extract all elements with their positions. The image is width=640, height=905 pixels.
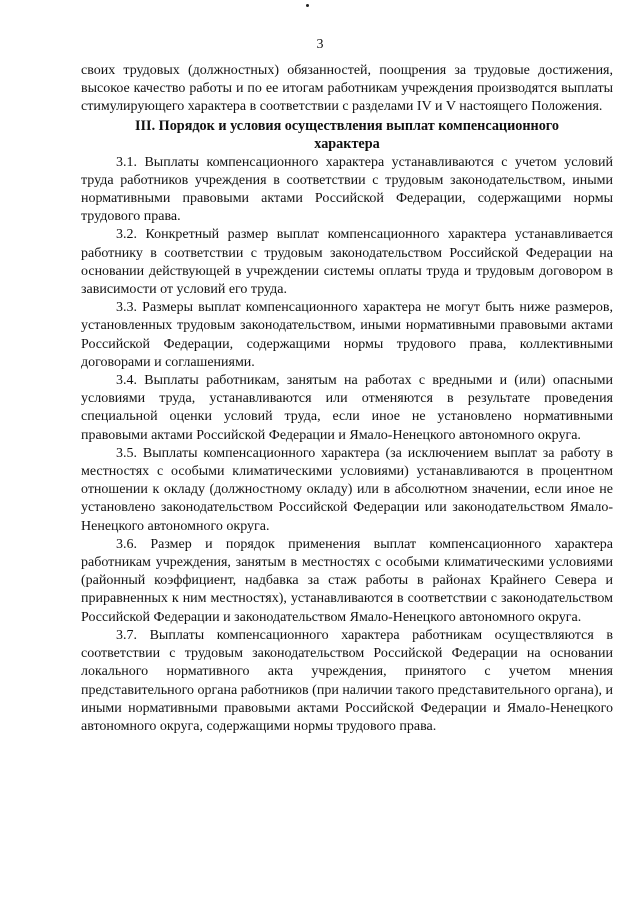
paragraph-3-2: 3.2. Конкретный размер выплат компенсационного характера устанавливается работнику в соответствии с трудовым законодательством Российской Федерации на основании действующей в учреждении системы оплаты труда и трудовым договором в зависимости от условий его труда. [81,227,613,298]
paragraph-3-3: 3.3. Размеры выплат компенсационного характера не могут быть ниже размеров, установленных трудовым законодательством, иными нормативными правовыми актами Российской Федерации, содержащими нормы трудового права, коллективными договорами и соглашениями. [81,300,613,370]
paragraph-3-1: 3.1. Выплаты компенсационного характера устанавливаются с учетом условий труда работников учреждения в соответствии с трудовым законодательством, иными нормативными правовыми актами Российской Федерации, содержащими нормы трудового права. [81,154,613,225]
intro-paragraph: своих трудовых (должностных) обязанностей, поощрения за трудовые достижения, высокое качество работы и по ее итогам работникам учреждения производятся выплаты стимулирующего характера в соответствии с разделами IV и V настоящего Положения. [81,63,613,115]
section-title: III. Порядок и условия осуществления выплат компенсационного характера [135,117,559,153]
paragraph-3-4: 3.4. Выплаты работникам, занятым на работах с вредными и (или) опасными условиями труда, устанавливаются или отменяются в результате проведения специальной оценки условий труда, если иное не установлено нормативными правовыми актами Российской Федерации и Ямало-Ненецкого автономного округа. [81,373,613,443]
paragraph-3-6: 3.6. Размер и порядок применения выплат компенсационного характера работникам учреждения, занятым в местностях с особыми климатическими условиями (районный коэффициент, надбавка за стаж работы в районах Крайнего Севера и приравненных к ним местностях), устанавливаются в соответствии с законодательством Российской Федерации и законодательством Ямало-Ненецкого автономного округа. [81,536,613,625]
scan-mark [306,4,309,7]
page-number: 3 [316,37,324,52]
document-body [81,62,613,736]
paragraph-3-7: 3.7. Выплаты компенсационного характера работникам осуществляются в соответствии с трудовым законодательством Российской Федерации на основании локального нормативного акта учреждения, принятого с учетом мнения представительного органа работников (при наличии такого представительного органа), и иными нормативными правовыми актами Российской Федерации и Ямало-Ненецкого автономного округа, содержащими нормы трудового права. [81,627,614,734]
paragraph-3-5: 3.5. Выплаты компенсационного характера (за исключением выплат за работу в местностях с особыми климатическими условиями) устанавливаются в процентном отношении к окладу (должностному окладу) или в абсолютном значении, если иное не установлено законодательством Российской Федерации или законодательством Ямало-Ненецкого автономного округа. [81,445,613,534]
